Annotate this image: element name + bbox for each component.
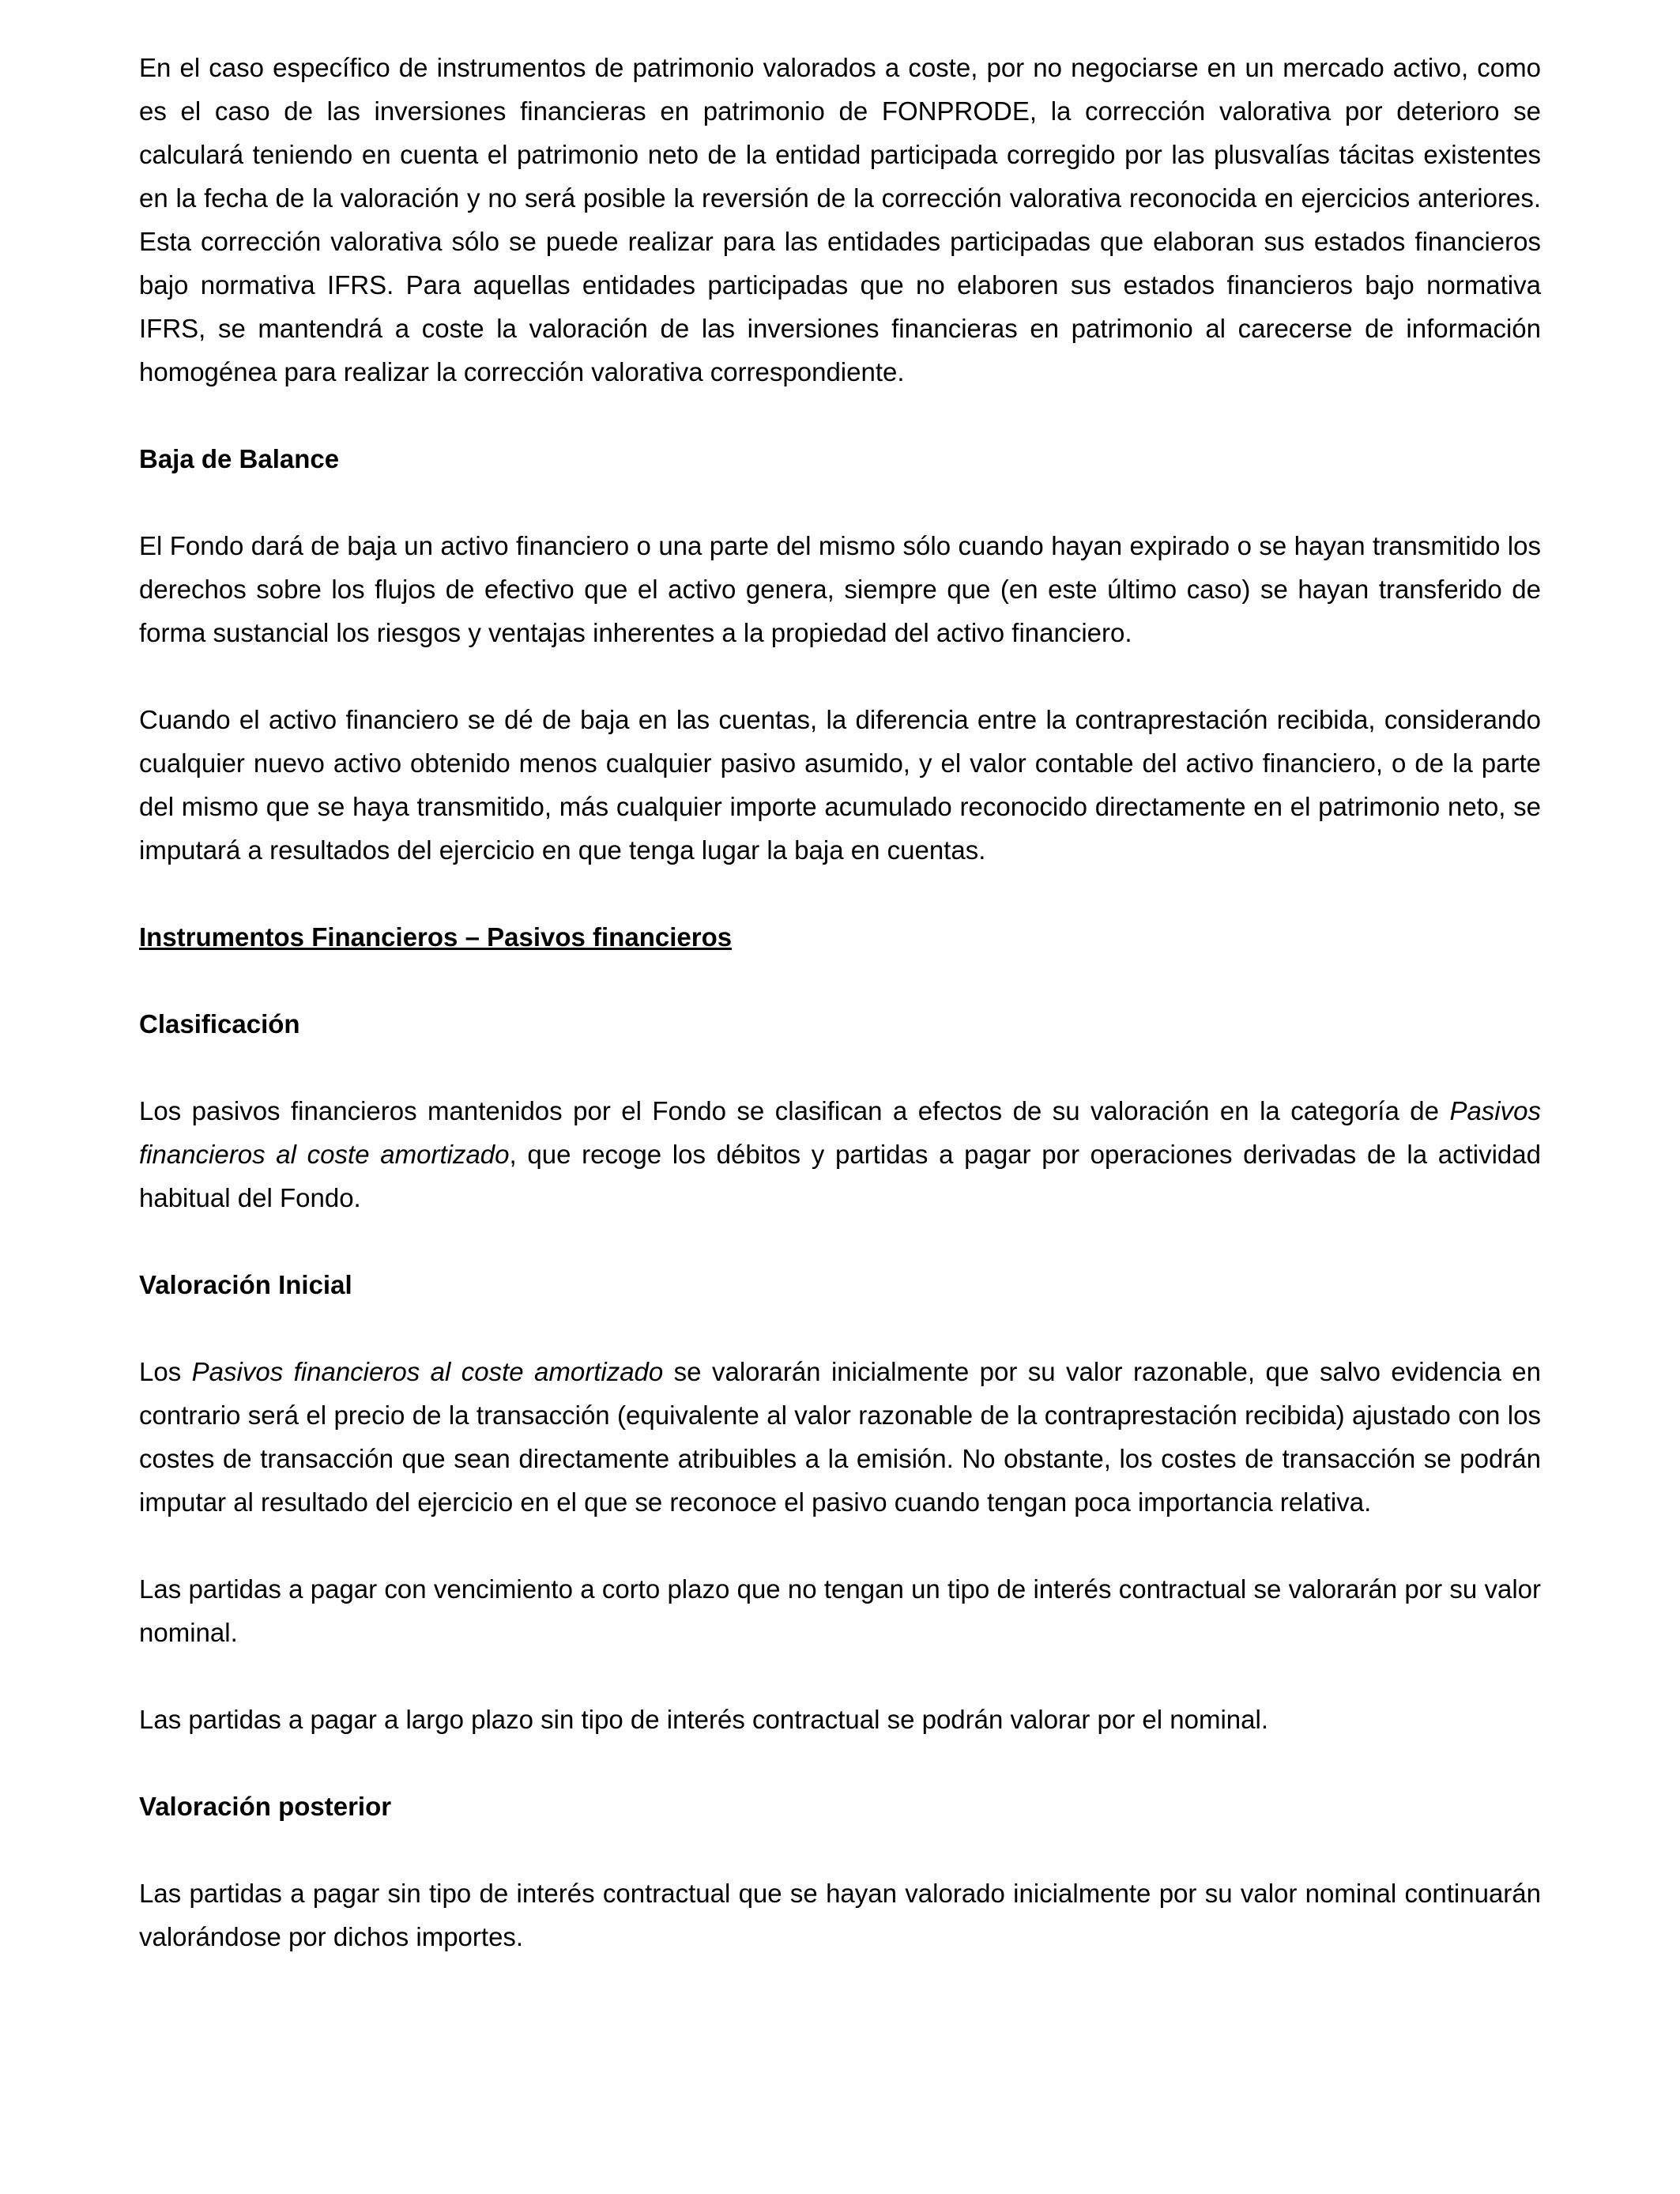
heading-clasificacion (139, 1002, 1541, 1046)
text-run: Las partidas a pagar con vencimiento a corto plazo que no tengan un tipo de interés contractual se valorarán por su valor nominal. (139, 1574, 1541, 1647)
paragraph-baja-activo-financiero (139, 524, 1541, 654)
text-run: El Fondo dará de baja un activo financiero o una parte del mismo sólo cuando hayan expirado o se hayan transmitido los derechos sobre los flujos de efectivo que el activo genera, siempre que (en este último caso) se hayan transferido de forma sustancial los riesgos y ventajas inherentes a la propiedad del activo financiero. (139, 531, 1541, 647)
paragraph-valoracion-inicial (139, 1350, 1541, 1524)
text-run: Los (139, 1357, 192, 1386)
text-run: se valorarán inicialmente por su valor razonable, que salvo evidencia en contrario será el precio de la transacción (equivalente al valor razonable de la contraprestación recibida) ajustado con los costes de transacción que sean directamente atribuibles a la emisión. No obstante, los costes de transacción se podrán imputar al resultado del ejercicio en el que se reconoce el pasivo cuando tengan poca importancia relativa. (139, 1357, 1541, 1517)
paragraph-clasificacion-pasivos (139, 1089, 1541, 1220)
text-run: Valoración Inicial (139, 1270, 352, 1299)
text-run: Las partidas a pagar a largo plazo sin tipo de interés contractual se podrán valorar por el nominal. (139, 1705, 1269, 1734)
heading-instrumentos-financieros-pasivos (139, 915, 1541, 959)
text-run: Las partidas a pagar sin tipo de interés contractual que se hayan valorado inicialmente por su valor nominal continuarán valorándose por dichos importes. (139, 1879, 1541, 1951)
text-run: , que recoge los débitos y partidas a pagar por operaciones derivadas de la actividad habitual del Fondo. (139, 1140, 1541, 1212)
text-run: Instrumentos Financieros – Pasivos financieros (139, 922, 733, 952)
heading-baja-de-balance (139, 437, 1541, 481)
text-run: Clasificación (139, 1009, 300, 1039)
document-content (139, 46, 1541, 1958)
paragraph-partidas-corto-plazo (139, 1567, 1541, 1654)
text-run: Los pasivos financieros mantenidos por el Fondo se clasifican a efectos de su valoración en la categoría de (139, 1096, 1450, 1125)
text-run: Valoración posterior (139, 1792, 392, 1821)
paragraph-valoracion-posterior (139, 1872, 1541, 1958)
text-run: Cuando el activo financiero se dé de baja en las cuentas, la diferencia entre la contraprestación recibida, considerando cualquier nuevo activo obtenido menos cualquier pasivo asumido, y el valor contable del activo financiero, o de la parte del mismo que se haya transmitido, más cualquier importe acumulado reconocido directamente en el patrimonio neto, se imputará a resultados del ejercicio en que tenga lugar la baja en cuentas. (139, 705, 1541, 865)
heading-valoracion-posterior (139, 1785, 1541, 1828)
italic-text-run: Pasivos financieros al coste amortizado (139, 1096, 1541, 1169)
paragraph-partidas-largo-plazo (139, 1698, 1541, 1741)
text-run: Baja de Balance (139, 444, 340, 473)
italic-text-run: Pasivos financieros al coste amortizado (191, 1357, 664, 1386)
paragraph-instrumentos-patrimonio (139, 46, 1541, 394)
paragraph-diferencia-baja-cuentas (139, 698, 1541, 872)
heading-valoracion-inicial (139, 1263, 1541, 1306)
text-run: En el caso específico de instrumentos de patrimonio valorados a coste, por no negociarse en un mercado activo, como es el caso de las inversiones financieras en patrimonio de FONPRODE, la corrección valorativa por deterioro se calculará teniendo en cuenta el patrimonio neto de la entidad participada corregido por las plusvalías tácitas existentes en la fecha de la valoración y no será posible la reversión de la corrección valorativa reconocida en ejercicios anteriores. Esta corrección valorativa sólo se puede realizar para las entidades participadas que elaboran sus estados financieros bajo normativa IFRS. Para aquellas entidades participadas que no elaboren sus estados financieros bajo normativa IFRS, se mantendrá a coste la valoración de las inversiones financieras en patrimonio al carecerse de información homogénea para realizar la corrección valorativa correspondiente. (139, 53, 1541, 386)
